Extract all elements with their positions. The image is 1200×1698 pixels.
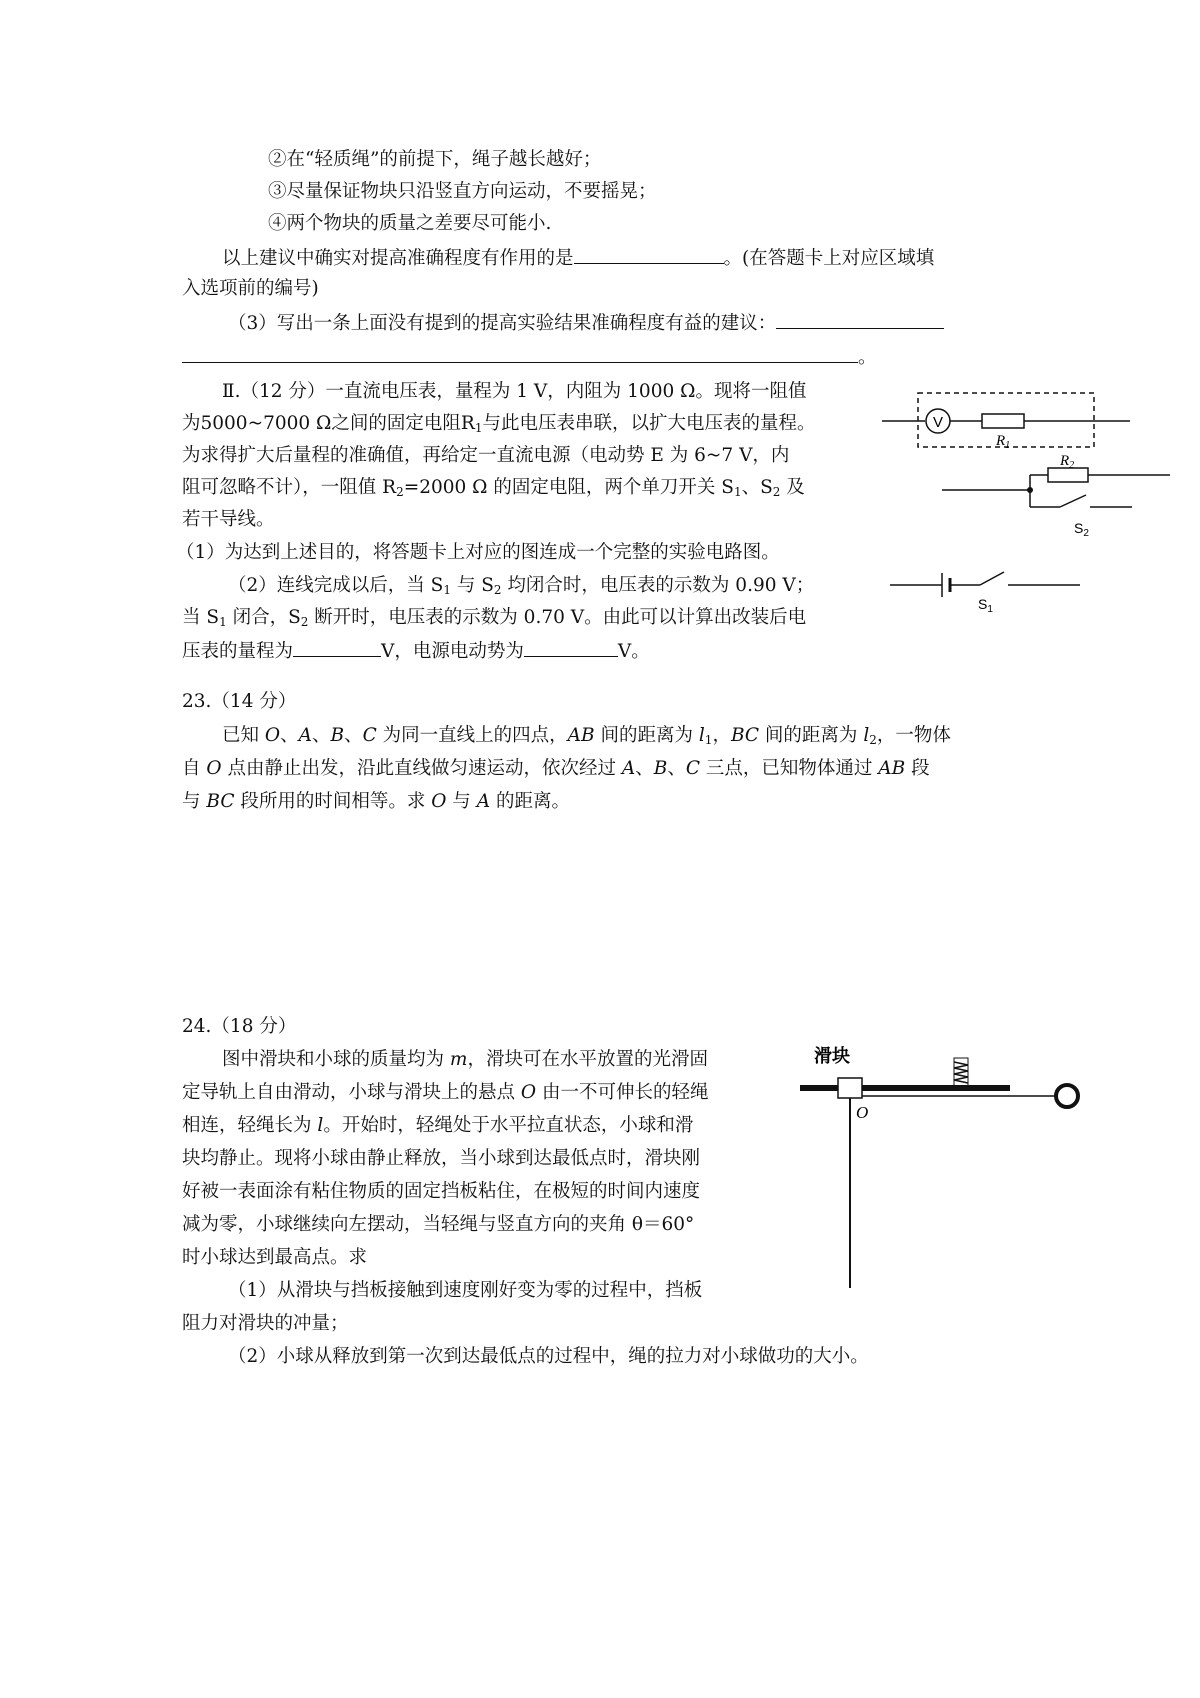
r1-label: $R_1$ bbox=[996, 433, 1011, 451]
part2-q1: （1）为达到上述目的，将答题卡上对应的图连成一个完整的实验电路图。 bbox=[176, 542, 780, 563]
point-A: A bbox=[298, 725, 312, 746]
q23-t17: 段所用的时间相等。求 bbox=[234, 791, 432, 812]
q23-t7: ， bbox=[712, 725, 731, 746]
q2-sub1: 1 bbox=[443, 583, 451, 597]
question-3-text: （3）写出一条上面没有提到的提高实验结果准确程度有益的建议： bbox=[228, 313, 777, 334]
point-A-2: A bbox=[621, 758, 636, 779]
switch-s2-blade bbox=[1060, 495, 1086, 507]
q2-i: V。 bbox=[617, 641, 650, 662]
answer-blank-emf[interactable] bbox=[524, 638, 618, 657]
q2-g: 压表的量程为 bbox=[182, 641, 294, 662]
q24-t5: 相连，轻绳长为 bbox=[182, 1115, 318, 1136]
var-l2: l bbox=[863, 725, 870, 746]
point-C-2: C bbox=[685, 758, 700, 779]
sub-r1: 1 bbox=[474, 421, 483, 435]
q23-t16: 与 bbox=[182, 791, 207, 812]
segment-BC-2: BC bbox=[206, 791, 235, 812]
circuit-diagram bbox=[880, 385, 1180, 625]
segment-AB: AB bbox=[567, 725, 595, 746]
q24-line2 bbox=[182, 1081, 708, 1105]
q23-t1: 已知 bbox=[222, 725, 265, 746]
q24-part1-line1: （1）从滑块与挡板接触到速度刚好变为零的过程中，挡板 bbox=[228, 1280, 703, 1301]
part2-line4-b: =2000 Ω 的固定电阻，两个单刀开关 S bbox=[403, 477, 734, 498]
part2-q2-line3 bbox=[182, 638, 650, 664]
answer-blank-suggestion-2[interactable] bbox=[182, 344, 858, 363]
part2-line4-d: 及 bbox=[780, 477, 805, 498]
question-3-line bbox=[228, 310, 944, 336]
point-O: O bbox=[264, 725, 281, 746]
point-O-pivot: O bbox=[520, 1082, 537, 1103]
q23-t3: 、 bbox=[311, 725, 331, 746]
q23-t15: 段 bbox=[905, 758, 930, 779]
var-m: m bbox=[449, 1049, 468, 1070]
part2-line3: 为求得扩大后量程的准确值，再给定一直流电源（电动势 E 为 6~7 V，内 bbox=[182, 445, 790, 466]
point-B-2: B bbox=[653, 758, 668, 779]
suggestion-2: ②在“轻质绳”的前提下，绳子越长越好； bbox=[268, 149, 602, 170]
switch-s1-blade bbox=[980, 572, 1004, 585]
q2-sub2: 2 bbox=[493, 583, 502, 597]
q23-t4: 、 bbox=[344, 725, 363, 746]
q23-t14: 三点，已知物体通过 bbox=[700, 758, 879, 779]
q2-h: V，电源电动势为 bbox=[381, 641, 524, 662]
question-2-text-b: 。(在答题卡上对应区域填 bbox=[723, 248, 935, 269]
q24-heading: 24.（18 分） bbox=[182, 1016, 297, 1037]
var-l1-sub: 1 bbox=[704, 733, 713, 747]
point-C: C bbox=[362, 725, 377, 746]
answer-blank-suggestions[interactable] bbox=[574, 245, 724, 264]
point-B: B bbox=[330, 725, 345, 746]
question-2-text-a: 以上建议中确实对提高准确程度有作用的是 bbox=[222, 248, 574, 269]
part2-line4-a: 阻可忽略不计），一阻值 R bbox=[182, 477, 397, 498]
sub-s2: 2 bbox=[772, 485, 781, 499]
barrier-spring-icon bbox=[954, 1058, 968, 1086]
var-l2-sub: 2 bbox=[869, 733, 877, 747]
q24-part1-line2: 阻力对滑块的冲量； bbox=[182, 1313, 349, 1334]
q23-line2 bbox=[182, 757, 930, 781]
q23-t19: 的距离。 bbox=[490, 791, 570, 812]
q23-t12: 、 bbox=[635, 758, 654, 779]
question-2-line1 bbox=[222, 245, 934, 271]
resistor-r1 bbox=[982, 414, 1024, 428]
var-l: l bbox=[317, 1115, 324, 1136]
question-2-line2: 入选项前的编号) bbox=[182, 278, 319, 299]
q24-t4: 由一不可伸长的轻绳 bbox=[536, 1082, 709, 1103]
sub-r2: 2 bbox=[396, 485, 404, 499]
q24-t2: ，滑块可在水平放置的光滑固 bbox=[467, 1049, 708, 1070]
resistor-r2 bbox=[1048, 468, 1088, 482]
q23-line1 bbox=[222, 724, 951, 748]
part2-q2-line1 bbox=[228, 574, 814, 598]
q2-c: 均闭合时，电压表的示数为 0.90 V； bbox=[501, 575, 815, 596]
q23-t2: 、 bbox=[280, 725, 299, 746]
q23-line3 bbox=[182, 790, 570, 814]
question-3-line2 bbox=[182, 344, 877, 370]
q2-f: 断开时，电压表的示数为 0.70 V。由此可以计算出改装后电 bbox=[308, 607, 807, 628]
s1-label: $S_1$ bbox=[978, 596, 993, 615]
part2-line2 bbox=[182, 412, 815, 436]
q23-t5: 为同一直线上的四点， bbox=[376, 725, 568, 746]
part2-line4 bbox=[182, 476, 805, 500]
part2-line5: 若干导线。 bbox=[182, 509, 275, 530]
q23-t10: 自 bbox=[182, 758, 207, 779]
q2-e: 闭合，S bbox=[226, 607, 301, 628]
q23-t11: 点由静止出发，沿此直线做匀速运动，依次经过 bbox=[221, 758, 622, 779]
point-O-2: O bbox=[206, 758, 222, 779]
q2-d: 当 S bbox=[182, 607, 220, 628]
var-l1: l bbox=[698, 725, 705, 746]
question-3-end: 。 bbox=[858, 347, 877, 368]
part2-line2-a: 为5000~7000 Ω之间的固定电阻R bbox=[182, 413, 475, 434]
q2-sub4: 2 bbox=[300, 615, 309, 629]
s2-label: $S_2$ bbox=[1074, 520, 1089, 539]
q2-b: 与 S bbox=[450, 575, 494, 596]
q23-heading: 23.（14 分） bbox=[182, 691, 297, 712]
q24-line5: 好被一表面涂有粘住物质的固定挡板粘住，在极短的时间内速度 bbox=[182, 1181, 701, 1202]
q23-t13: 、 bbox=[667, 758, 686, 779]
q24-t1: 图中滑块和小球的质量均为 bbox=[222, 1049, 450, 1070]
suggestion-4: ④两个物块的质量之差要尽可能小. bbox=[268, 213, 552, 234]
q24-t6: 。开始时，轻绳处于水平拉直状态，小球和滑 bbox=[323, 1115, 694, 1136]
pivot-label: O bbox=[856, 1103, 869, 1122]
voltmeter-label: V bbox=[932, 414, 944, 431]
segment-BC: BC bbox=[730, 725, 760, 746]
answer-blank-range[interactable] bbox=[293, 638, 381, 657]
slider-ball-diagram bbox=[790, 1038, 1100, 1298]
q23-t18: 与 bbox=[446, 791, 477, 812]
q23-t9: ，一物体 bbox=[876, 725, 951, 746]
part2-line4-c: 、S bbox=[741, 477, 773, 498]
slider-label: 滑块 bbox=[814, 1046, 850, 1067]
suggestion-3: ③尽量保证物块只沿竖直方向运动，不要摇晃； bbox=[268, 181, 657, 202]
part2-line1: Ⅱ.（12 分）一直流电压表，量程为 1 V，内阻为 1000 Ω。现将一阻值 bbox=[222, 381, 807, 402]
part2-line2-b: 与此电压表串联，以扩大电压表的量程。 bbox=[482, 413, 816, 434]
q2-a: （2）连线完成以后，当 S bbox=[228, 575, 444, 596]
part2-q2-line2 bbox=[182, 606, 806, 630]
q24-t3: 定导轨上自由滑动，小球与滑块上的悬点 bbox=[182, 1082, 521, 1103]
q23-t6: 间的距离为 bbox=[594, 725, 699, 746]
q23-t8: 间的距离为 bbox=[759, 725, 864, 746]
q24-line4: 块均静止。现将小球由静止释放，当小球到达最低点时，滑块刚 bbox=[182, 1148, 701, 1169]
slider-block bbox=[838, 1078, 862, 1098]
ball bbox=[1056, 1085, 1078, 1107]
q24-line7: 时小球达到最高点。求 bbox=[182, 1247, 368, 1268]
answer-blank-suggestion-1[interactable] bbox=[776, 310, 944, 329]
q24-line1 bbox=[222, 1048, 708, 1072]
r2-label: $R_2$ bbox=[1060, 453, 1075, 471]
segment-AB-2: AB bbox=[878, 758, 906, 779]
q24-line3 bbox=[182, 1114, 693, 1138]
q24-line6: 减为零，小球继续向左摆动，当轻绳与竖直方向的夹角 θ＝60° bbox=[182, 1214, 695, 1235]
dashed-box bbox=[918, 393, 1094, 447]
sub-s1: 1 bbox=[733, 485, 742, 499]
point-A-3: A bbox=[476, 791, 491, 812]
q24-part2: （2）小球从释放到第一次到达最低点的过程中，绳的拉力对小球做功的大小。 bbox=[228, 1346, 869, 1367]
point-O-3: O bbox=[431, 791, 447, 812]
q2-sub3: 1 bbox=[219, 615, 227, 629]
